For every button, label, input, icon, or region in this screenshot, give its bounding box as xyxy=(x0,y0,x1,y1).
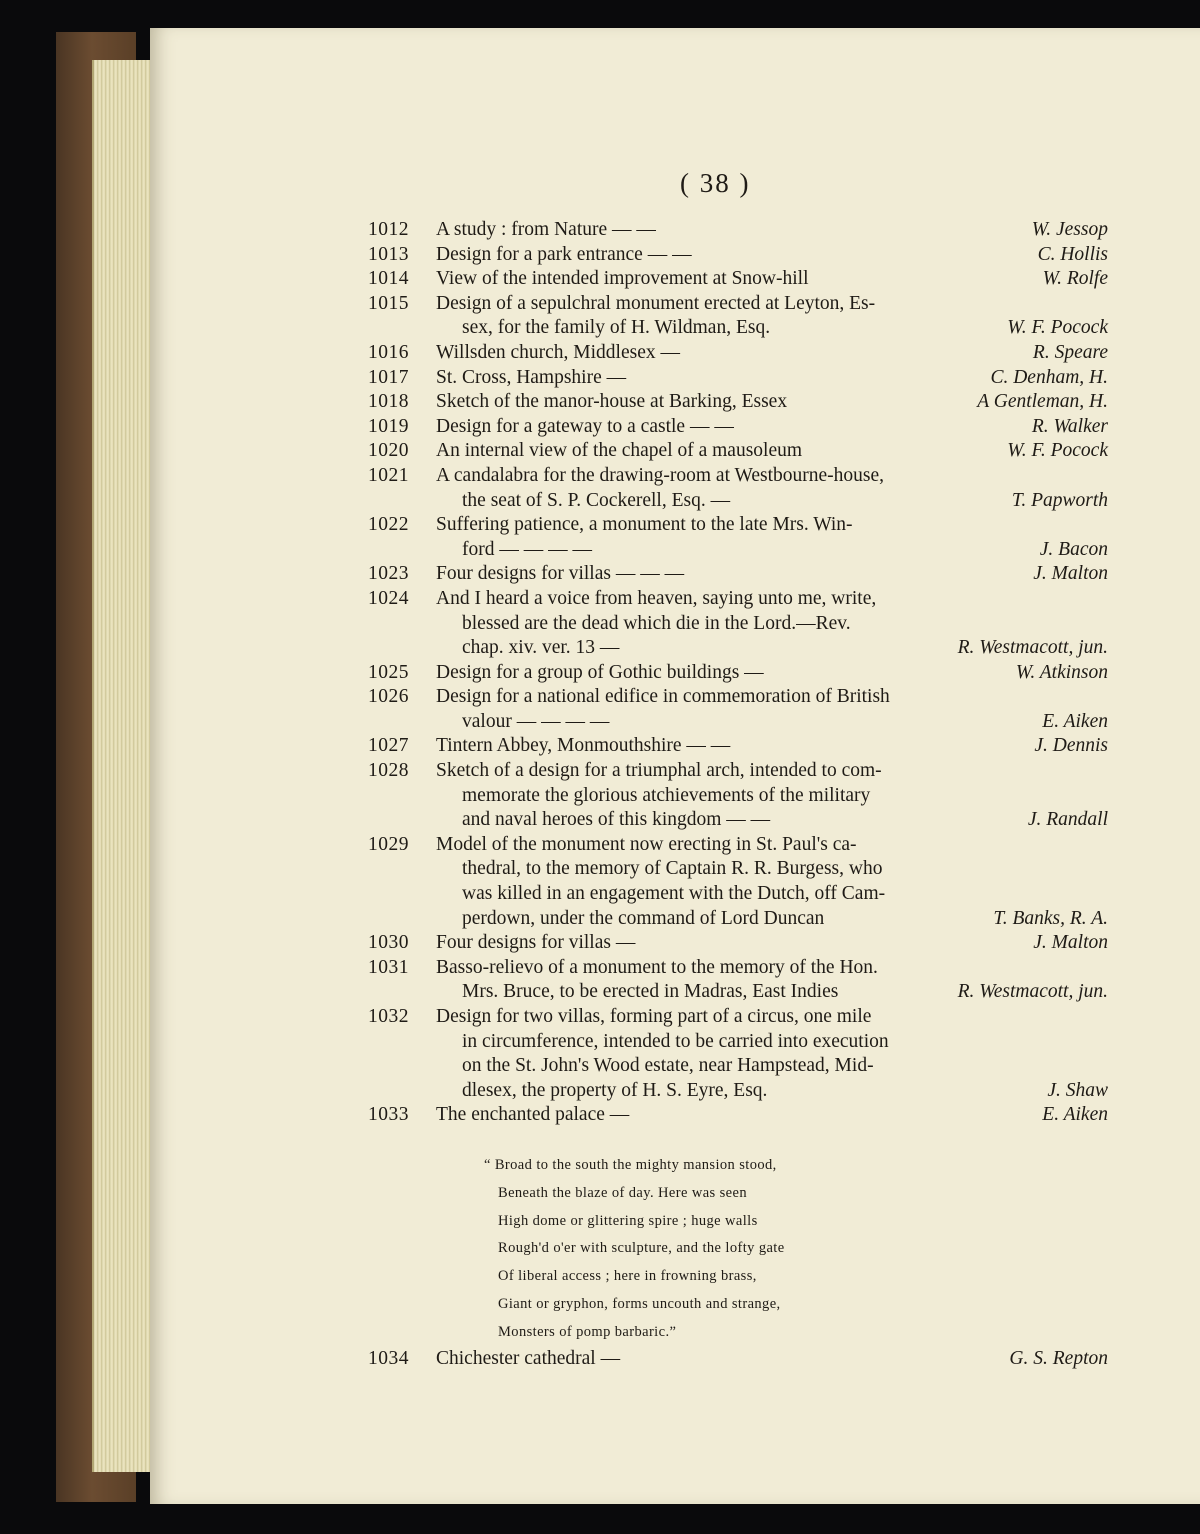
entry-artist: W. Jessop xyxy=(1031,219,1108,240)
catalogue-entry xyxy=(368,218,1108,243)
entry-text: Suffering patience, a monument to the late Mrs. Win- xyxy=(436,514,853,536)
entry-number: 1030 xyxy=(368,932,409,954)
poem-quote xyxy=(484,1152,785,1347)
quote-line: Giant or gryphon, forms uncouth and strange, xyxy=(498,1295,781,1312)
catalogue-entry xyxy=(368,243,1108,268)
entry-text: And I heard a voice from heaven, saying unto me, write, xyxy=(436,587,877,609)
entry-artist: R. Westmacott, jun. xyxy=(957,981,1108,1003)
entry-text: Design for a group of Gothic buildings — xyxy=(436,661,764,683)
entry-text: Design for two villas, forming part of a circus, one mile xyxy=(436,1006,872,1027)
catalogue-entry xyxy=(368,1005,1108,1103)
entry-number: 1025 xyxy=(368,661,409,683)
entry-artist: J. Malton xyxy=(1033,563,1108,585)
entry-text: A study : from Nature — — xyxy=(436,219,656,240)
entry-text: memorate the glorious atchievements of the military xyxy=(462,784,871,806)
entry-text: on the St. John's Wood estate, near Hampstead, Mid- xyxy=(462,1055,874,1077)
entry-text: thedral, to the memory of Captain R. R. Burgess, who xyxy=(462,858,883,880)
entry-text: Mrs. Bruce, to be erected in Madras, East Indies xyxy=(462,981,839,1003)
catalogue-entry xyxy=(368,685,1108,734)
entry-number: 1033 xyxy=(368,1104,409,1126)
entry-text: View of the intended improvement at Snow-hill xyxy=(436,268,809,290)
entry-number: 1026 xyxy=(368,686,409,708)
entry-artist: J. Malton xyxy=(1033,932,1108,954)
catalogue-entry xyxy=(368,587,1108,661)
entry-text: chap. xiv. ver. 13 — xyxy=(462,637,620,659)
entry-text: Model of the monument now erecting in St. Paul's ca- xyxy=(436,833,857,855)
quote-line: Of liberal access ; here in frowning brass, xyxy=(498,1268,757,1285)
catalogue-entry xyxy=(368,464,1108,513)
entry-artist: T. Banks, R. A. xyxy=(993,907,1108,929)
catalogue-entry xyxy=(368,661,1108,686)
entry-number: 1019 xyxy=(368,415,409,437)
catalogue-entries xyxy=(368,218,1108,1128)
entry-text: Tintern Abbey, Monmouthshire — — xyxy=(436,735,731,757)
catalogue-entry xyxy=(368,956,1108,1005)
catalogue-entry xyxy=(368,1103,1108,1128)
entry-artist: W. F. Pocock xyxy=(1007,317,1108,339)
entry-text: blessed are the dead which die in the Lord.—Rev. xyxy=(462,612,851,634)
entry-number: 1016 xyxy=(368,341,409,363)
entry-artist: W. Atkinson xyxy=(1015,661,1108,683)
entry-number: 1028 xyxy=(368,760,409,782)
entry-text: was killed in an engagement with the Dutch, off Cam- xyxy=(462,883,886,905)
entry-artist: J. Randall xyxy=(1027,809,1108,831)
entry-number: 1015 xyxy=(368,292,409,314)
entry-text: perdown, under the command of Lord Duncan xyxy=(462,907,825,929)
entry-number: 1031 xyxy=(368,956,409,978)
entry-number: 1029 xyxy=(368,833,409,855)
quote-line: Beneath the blaze of day. Here was seen xyxy=(498,1184,747,1201)
entry-artist: R. Westmacott, jun. xyxy=(957,637,1108,659)
entry-number: 1032 xyxy=(368,1006,409,1027)
entry-text: the seat of S. P. Cockerell, Esq. — xyxy=(462,489,731,511)
entry-text: valour — — — — xyxy=(462,710,610,732)
entry-text: sex, for the family of H. Wildman, Esq. xyxy=(462,317,771,339)
entry-artist: W. F. Pocock xyxy=(1007,440,1108,462)
entry-number: 1022 xyxy=(368,514,409,536)
entry-artist: C. Hollis xyxy=(1037,243,1108,265)
entry-number: 1012 xyxy=(368,219,409,240)
entry-artist: R. Speare xyxy=(1032,341,1108,363)
catalogue-entry xyxy=(368,931,1108,956)
entry-text: The enchanted palace — xyxy=(436,1104,630,1126)
entry-number: 1018 xyxy=(368,391,409,413)
entry-artist: E. Aiken xyxy=(1042,1104,1108,1126)
catalogue-entry xyxy=(368,390,1108,415)
entry-text: Sketch of a design for a triumphal arch, intended to com- xyxy=(436,760,882,782)
catalogue-entry xyxy=(368,415,1108,440)
entry-artist: E. Aiken xyxy=(1042,710,1108,732)
entry-text: Design of a sepulchral monument erected at Leyton, Es- xyxy=(436,292,876,314)
entry-text: A candalabra for the drawing-room at Westbourne-house, xyxy=(436,464,885,486)
catalogue-entry xyxy=(368,292,1108,341)
catalogue-entry xyxy=(368,734,1108,759)
entry-text: and naval heroes of this kingdom — — xyxy=(462,809,771,831)
quote-line: High dome or glittering spire ; huge walls xyxy=(498,1212,758,1229)
entry-number: 1014 xyxy=(368,268,409,290)
quote-line: “ Broad to the south the mighty mansion stood, xyxy=(484,1157,777,1173)
entry-artist: G. S. Repton xyxy=(1009,1348,1108,1369)
page-number: ( 38 ) xyxy=(680,168,751,198)
entry-text: dlesex, the property of H. S. Eyre, Esq. xyxy=(462,1079,768,1101)
entry-number: 1021 xyxy=(368,464,409,486)
catalogue-entry xyxy=(368,513,1108,562)
entry-artist: J. Shaw xyxy=(1047,1079,1108,1101)
entry-text: Basso-relievo of a monument to the memory of the Hon. xyxy=(436,956,878,978)
entry-artist: T. Papworth xyxy=(1011,489,1108,511)
entry-artist: W. Rolfe xyxy=(1042,268,1108,290)
entry-artist: A Gentleman, H. xyxy=(977,391,1108,413)
catalogue-entry xyxy=(368,439,1108,464)
quote-line: Rough'd o'er with sculpture, and the lofty gate xyxy=(498,1240,785,1257)
entry-artist: C. Denham, H. xyxy=(990,366,1108,388)
entry-artist: J. Dennis xyxy=(1034,735,1108,757)
entry-text: Design for a national edifice in commemoration of British xyxy=(436,686,890,708)
catalogue-entry xyxy=(368,366,1108,391)
entry-artist: R. Walker xyxy=(1031,415,1108,437)
entry-text: Design for a gateway to a castle — — xyxy=(436,415,734,437)
entry-number: 1023 xyxy=(368,563,409,585)
entry-number: 1013 xyxy=(368,243,409,265)
catalogue-entry xyxy=(368,267,1108,292)
entry-text: Sketch of the manor-house at Barking, Essex xyxy=(436,391,788,413)
entry-text: St. Cross, Hampshire — xyxy=(436,366,627,388)
entry-number: 1034 xyxy=(368,1348,409,1369)
quote-line: Monsters of pomp barbaric.” xyxy=(498,1323,677,1340)
entry-number: 1017 xyxy=(368,366,409,388)
entry-text: in circumference, intended to be carried into execution xyxy=(462,1030,889,1052)
entry-text: Four designs for villas — xyxy=(436,932,636,954)
catalogue-entry xyxy=(368,833,1108,931)
entry-number: 1024 xyxy=(368,587,409,609)
catalogue-entry xyxy=(368,341,1108,366)
entry-artist: J. Bacon xyxy=(1039,538,1108,560)
entry-text: An internal view of the chapel of a mausoleum xyxy=(436,440,803,462)
catalogue-entry xyxy=(368,759,1108,833)
entry-number: 1027 xyxy=(368,735,409,757)
entry-text: Four designs for villas — — — xyxy=(436,563,685,585)
entry-title: Chichester cathedral — xyxy=(436,1348,621,1369)
catalogue-entry-1034 xyxy=(368,1348,1108,1370)
entry-number: 1020 xyxy=(368,440,409,462)
entry-text: Willsden church, Middlesex — xyxy=(436,341,680,363)
entry-text: ford — — — — xyxy=(462,538,592,560)
entry-text: Design for a park entrance — — xyxy=(436,243,692,265)
catalogue-entry xyxy=(368,562,1108,587)
